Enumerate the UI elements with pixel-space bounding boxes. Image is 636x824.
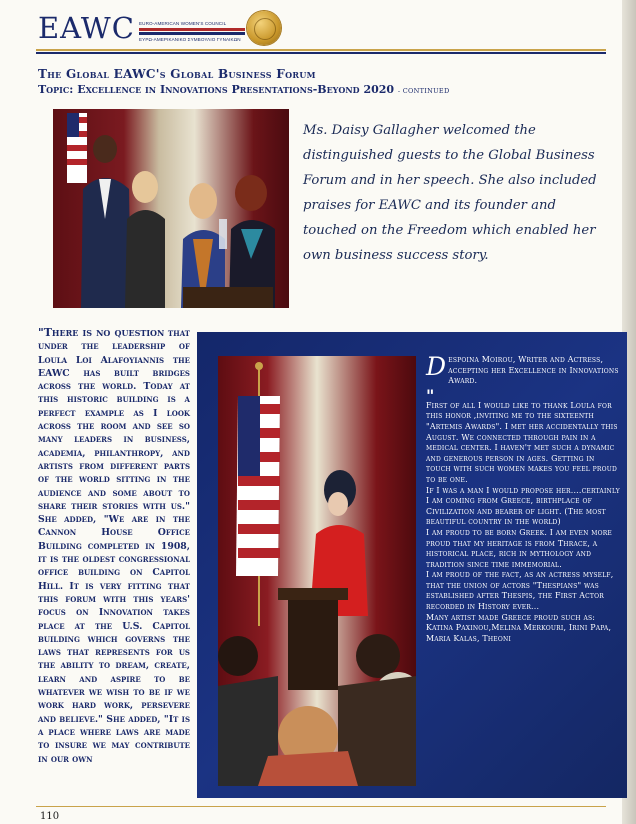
header-rule — [36, 49, 606, 51]
eawc-logo-text: EAWC — [38, 11, 135, 45]
panel-paragraph: If I was a man I would propose her....certainly — [426, 485, 620, 495]
gold-medal-icon — [247, 11, 281, 45]
drop-cap: D — [426, 352, 447, 381]
panel-paragraph: Katina Paxinou,Melina Merkouri, Irini Papa, Maria Kalas, Theoni — [426, 623, 612, 643]
panel-paragraph: First of all I would like to thank Loula for this honor ,inviting me to the sixteenth "Artemis Awards". I met her accidentally this August. We connected through pain in a medical center. I haven't met such a dynamic and generous person in ages. Getting in touch with such women makes you feel proud to be one. — [426, 400, 618, 484]
panel-text — [426, 352, 620, 644]
panel-paragraph: Many artist made Greece proud such as: — [426, 612, 596, 622]
group-photo — [53, 109, 289, 308]
header-rule-blue — [36, 52, 606, 54]
footer-rule — [36, 806, 606, 807]
article-body: that under the leadership of Loula Loi Alafoyiannis the EAWC has built bridges across the world. Today at this historic building is a perfect example as I look across the room and see so many leaders in business, academia, philanthropy, and artists from different parts of the world sitting in the audience and some about to share their stories with us." She added, "We are in the Cannon House Office Building completed in 1908, it is the oldest congressional office building on Capitol Hill. It is very fitting that this forum with this years' focus on Innovation takes place at the U.S. Capitol building which governs the laws that represents for us the ability to dream, create, learn and aspire to be whatever we wish to be if we work hard work, persevere and believe." She added, "It is a place where laws are made to insure we may contribute in our own — [38, 328, 190, 765]
continued-label: - CONTINUED — [397, 87, 450, 95]
org-name-greek: ΕΥΡΩ-ΑΜΕΡΙΚΑΝΙΚΟ ΣΥΜΒΟΥΛΙΟ ΓΥΝΑΙΚΩΝ — [139, 37, 241, 42]
logo-blue-bar — [139, 32, 245, 35]
topic-title: Excellence in Innovations Presentations-Beyond 2020 — [77, 83, 395, 96]
us-flag-icon — [67, 113, 87, 183]
welcome-quote: Ms. Daisy Gallagher welcomed the distinguished guests to the Global Business Forum and in her speech. She also included praises for EAWC and its founder and touched on the Freedom which enabled her own business success story. — [303, 123, 597, 263]
topic-label: Topic: — [38, 83, 74, 96]
panel-intro-text: espoina Moirou, Writer and Actress, accepting her Excellence in Innovations Award. — [448, 355, 619, 386]
us-flag-icon — [236, 396, 280, 576]
panel-paragraph: I am proud to be born Greek. I am even more proud that my heritage is from Thrace, a historical place, rich in mythology and tradition since time immemorial. — [426, 527, 613, 569]
article-left-column — [38, 326, 190, 766]
page-number: 110 — [40, 811, 60, 822]
panel-intro — [426, 352, 620, 387]
logo-org-names — [139, 21, 245, 42]
panel-paragraph: I am proud of the fact, as an actress myself, that the union of actors "Thespians" was established after Thespis, the First Actor recorded in History ever... — [426, 570, 614, 612]
panel-paragraph: I am coming from Greece, birthplace of Civilization and bearer of light. (The most beautiful country in the world) — [426, 496, 606, 527]
speaker-photo — [218, 356, 416, 786]
logo-red-bar — [139, 28, 245, 31]
forum-title: The Global EAWC's Global Business Forum — [38, 67, 316, 81]
org-name-english: EURO-AMERICAN WOMEN'S COUNCIL — [139, 21, 227, 26]
article-lead: "There is no question — [38, 326, 165, 339]
quote-mark: " — [426, 385, 435, 405]
topic-line — [38, 83, 449, 96]
